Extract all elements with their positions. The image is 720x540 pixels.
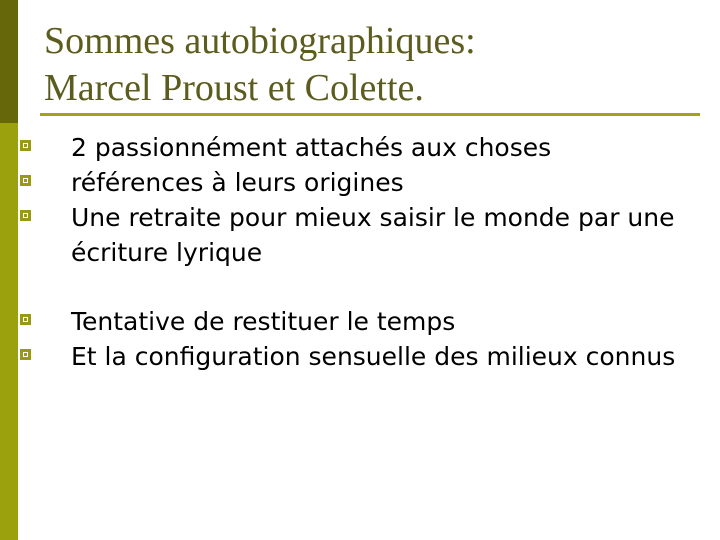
bullet-item: [20, 165, 700, 200]
bullet-item: [20, 200, 700, 270]
square-bullet-icon: [20, 175, 31, 186]
bullet-item: [20, 304, 700, 339]
bullet-text: Tentative de restituer le temps: [71, 307, 456, 336]
square-bullet-icon: [20, 314, 31, 325]
bullet-text: Une retraite pour mieux saisir le monde par une écriture lyrique: [71, 203, 675, 267]
left-accent-bar-light: [0, 123, 18, 540]
slide-title-line-1: Sommes autobiographiques:: [44, 20, 476, 62]
title-underline-rule: [40, 113, 700, 116]
square-bullet-icon: [20, 349, 31, 360]
bullet-item: [20, 130, 700, 165]
bullet-text: références à leurs origines: [71, 168, 404, 197]
bullet-text: 2 passionnément attachés aux choses: [71, 133, 552, 162]
square-bullet-icon: [20, 140, 31, 151]
left-accent-bar-dark: [0, 0, 18, 123]
square-bullet-icon: [20, 210, 31, 221]
bullet-list: [20, 130, 700, 374]
slide-title-line-2: Marcel Proust et Colette.: [44, 67, 424, 109]
bullet-text: Et la configuration sensuelle des milieux connus: [71, 342, 676, 371]
bullet-item: [20, 339, 700, 374]
slide-title: [44, 18, 684, 112]
